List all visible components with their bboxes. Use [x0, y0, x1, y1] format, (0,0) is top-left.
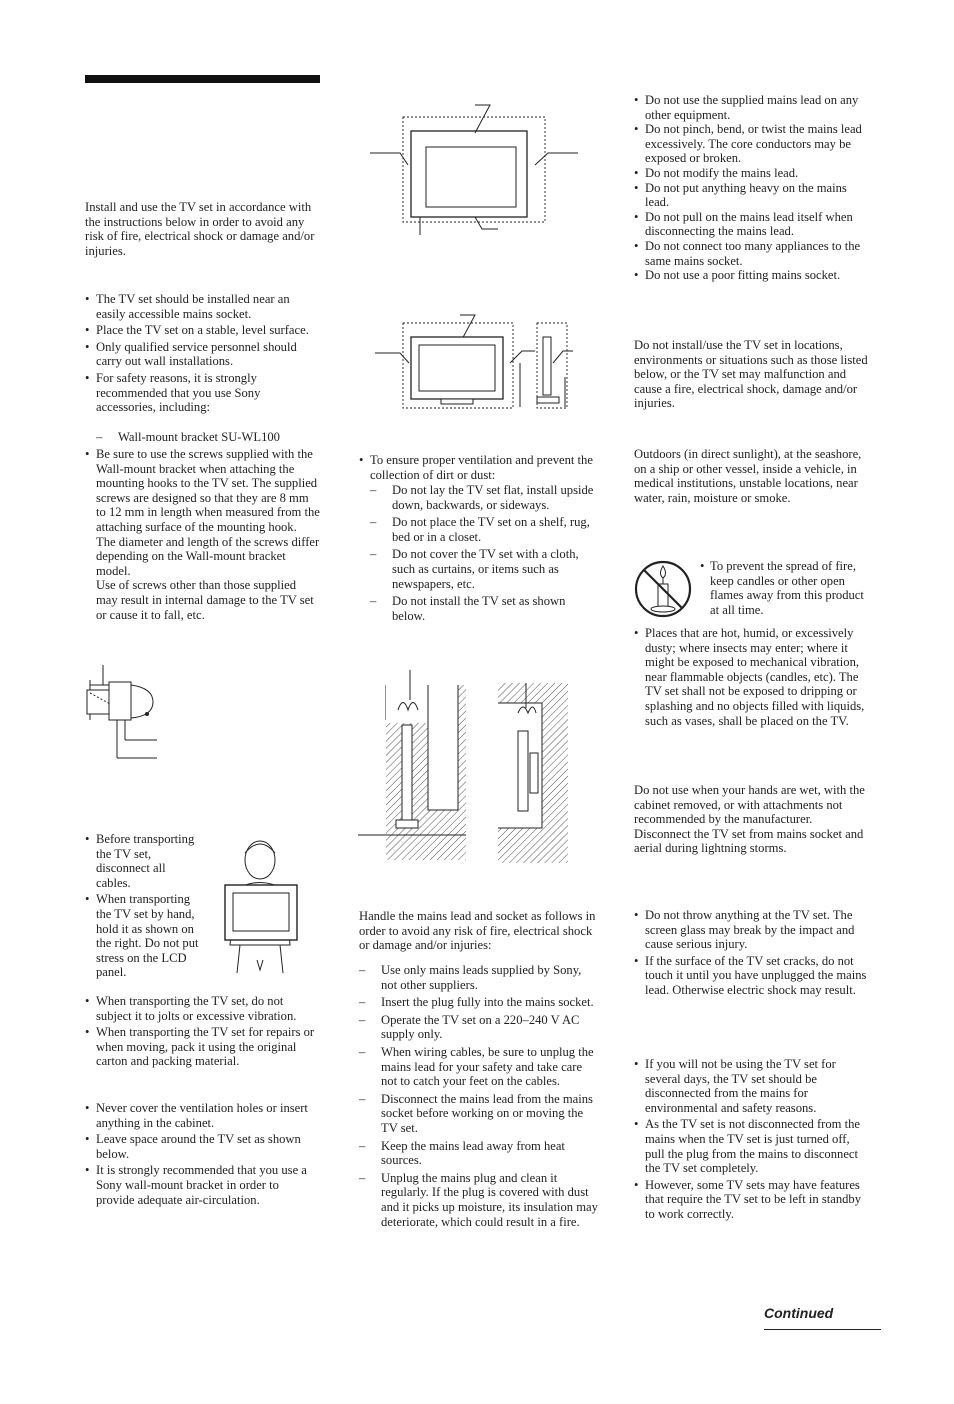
improper-installation-diagram-right: [498, 683, 568, 863]
mains-intro: Handle the mains lead and socket as follows in order to avoid any risk of fire, electrical shock or damage and/or injuries:: [359, 909, 596, 953]
accessory-sublist: [96, 430, 321, 445]
ventilation-sublist: [370, 483, 598, 626]
carry-tv-illustration: [215, 835, 305, 975]
no-candle-icon: [634, 560, 692, 618]
list-item: • If the surface of the TV set cracks, do not touch it until you have unplugged the mains lead. Otherwise electric shock may result.: [634, 954, 870, 998]
list-item: • However, some TV sets may have features that require the TV set to be left in standby to work correctly.: [634, 1178, 870, 1222]
standby-list: [634, 1057, 870, 1224]
list-item: • When transporting the TV set, do not subject it to jolts or excessive vibration.: [85, 994, 320, 1023]
list-item: • As the TV set is not disconnected from the mains when the TV set is just turned off, pull the plug from the mains to disconnect the TV set completely.: [634, 1117, 870, 1175]
outdoors-paragraph: Outdoors (in direct sunlight), at the seashore, on a ship or other vessel, inside a vehicle, in medical institutions, unstable locations, near water, rain, moisture or smoke.: [634, 447, 862, 505]
list-item: • Places that are hot, humid, or excessively dusty; where insects may enter; where it might be exposed to mechanical vibration, near flammable objects (candles, etc). The TV set shall not be exposed to dripping or splashing and no objects filled with liquids, such as vases, shall be placed on the TV.: [634, 626, 870, 728]
candle-note: [700, 559, 870, 617]
list-item: – Unplug the mains plug and clean it regularly. If the plug is covered with dust and it picks up moisture, its insulation may deteriorate, which could result in a fire.: [359, 1171, 599, 1229]
list-item: • Leave space around the TV set as shown below.: [85, 1132, 320, 1161]
list-item: – Do not cover the TV set with a cloth, such as curtains, or items such as newspapers, etc.: [370, 547, 598, 591]
list-item: • Only qualified service personnel should carry out wall installations.: [85, 340, 320, 369]
location-intro: Do not install/use the TV set in locations, environments or situations such as those listed below, or the TV set may malfunction and cause a fire, electrical shock, damage and/or injuries.: [634, 338, 868, 411]
installation-list: [85, 292, 320, 417]
places-list: [634, 626, 870, 728]
continued-label: Continued: [764, 1305, 834, 1321]
list-item: – Use only mains leads supplied by Sony, not other suppliers.: [359, 963, 599, 992]
transport-list: [85, 994, 320, 1071]
list-item: • Do not throw anything at the TV set. The screen glass may break by the impact and cause serious injury.: [634, 908, 870, 952]
list-item: • Never cover the ventilation holes or insert anything in the cabinet.: [85, 1101, 320, 1130]
list-item: • Do not pull on the mains lead itself when disconnecting the mains lead.: [634, 210, 870, 239]
wet-hands-paragraph: Do not use when your hands are wet, with the cabinet removed, or with attachments not recommended by the manufacturer. Disconnect the TV set from mains socket and aerial during lightning storms.: [634, 783, 865, 856]
list-item: [85, 447, 320, 622]
ventilation-bullet: [359, 453, 599, 482]
list-item: – Operate the TV set on a 220–240 V AC supply only.: [359, 1013, 599, 1042]
list-item: – Do not place the TV set on a shelf, rug, bed or in a closet.: [370, 515, 598, 544]
list-item: • Do not pinch, bend, or twist the mains lead excessively. The core conductors may be exposed or broken.: [634, 122, 870, 166]
list-item: • Before transporting the TV set, disconnect all cables.: [85, 832, 200, 890]
intro-paragraph: Install and use the TV set in accordance with the instructions below in order to avoid any risk of fire, electrical shock or damage and/or injuries.: [85, 200, 315, 258]
wall-clearance-diagram: [370, 105, 580, 235]
list-item: • When transporting the TV set for repairs or when moving, pack it using the original carton and packing material.: [85, 1025, 320, 1069]
list-item: – Do not install the TV set as shown below.: [370, 594, 598, 623]
list-item: – Disconnect the mains lead from the mains socket before working on or moving the TV set.: [359, 1092, 599, 1136]
footer-rule: [764, 1329, 881, 1330]
list-item: • It is strongly recommended that you use a Sony wall-mount bracket in order to provide adequate air-circulation.: [85, 1163, 320, 1207]
ventilation-list: [85, 1101, 320, 1209]
screws-text: Be sure to use the screws supplied with the Wall-mount bracket when attaching the mounting hooks to the TV set. The supplied screws are designed so that they are 8 mm to 12 mm in length when measured from the attaching surface of the mounting hook.: [96, 447, 320, 534]
list-item: – Insert the plug fully into the mains socket.: [359, 995, 599, 1010]
list-item: – Wall-mount bracket SU-WL100: [96, 430, 321, 445]
screws-text: The diameter and length of the screws differ depending on the Wall-mount bracket model.: [96, 534, 320, 578]
list-item: • Do not modify the mains lead.: [634, 166, 870, 181]
list-item: • Do not connect too many appliances to the same mains socket.: [634, 239, 870, 268]
mains-sublist: [359, 963, 599, 1232]
improper-installation-diagram-left: [358, 670, 468, 860]
list-item: • When transporting the TV set by hand, hold it as shown on the right. Do not put stress on the LCD panel.: [85, 892, 200, 980]
list-item: – When wiring cables, be sure to unplug the mains lead for your safety and take care not to catch your feet on the cables.: [359, 1045, 599, 1089]
list-item: • Do not put anything heavy on the mains lead.: [634, 181, 870, 210]
list-item: – Keep the mains lead away from heat sources.: [359, 1139, 599, 1168]
list-item: • To prevent the spread of fire, keep candles or other open flames away from this product at all time.: [700, 559, 870, 617]
header-rule: [85, 75, 320, 83]
mains-lead-list: [634, 93, 870, 283]
list-item: • Do not use the supplied mains lead on any other equipment.: [634, 93, 870, 122]
screw-diagram: [85, 660, 165, 770]
transport-list-narrow: [85, 832, 200, 982]
list-item: • If you will not be using the TV set for several days, the TV set should be disconnected from the mains for environmental and safety reasons.: [634, 1057, 870, 1115]
broken-pieces-list: [634, 908, 870, 1000]
screws-text: Use of screws other than those supplied may result in internal damage to the TV set or cause it to fall, etc.: [96, 578, 314, 622]
list-item: • For safety reasons, it is strongly recommended that you use Sony accessories, including:: [85, 371, 320, 415]
list-item: – Do not lay the TV set flat, install upside down, backwards, or sideways.: [370, 483, 598, 512]
list-item: • To ensure proper ventilation and prevent the collection of dirt or dust:: [359, 453, 599, 482]
list-item: • Place the TV set on a stable, level surface.: [85, 323, 320, 338]
stand-clearance-diagram: [375, 315, 575, 415]
screws-list: [85, 447, 320, 622]
list-item: • Do not use a poor fitting mains socket.: [634, 268, 870, 283]
list-item: • The TV set should be installed near an easily accessible mains socket.: [85, 292, 320, 321]
